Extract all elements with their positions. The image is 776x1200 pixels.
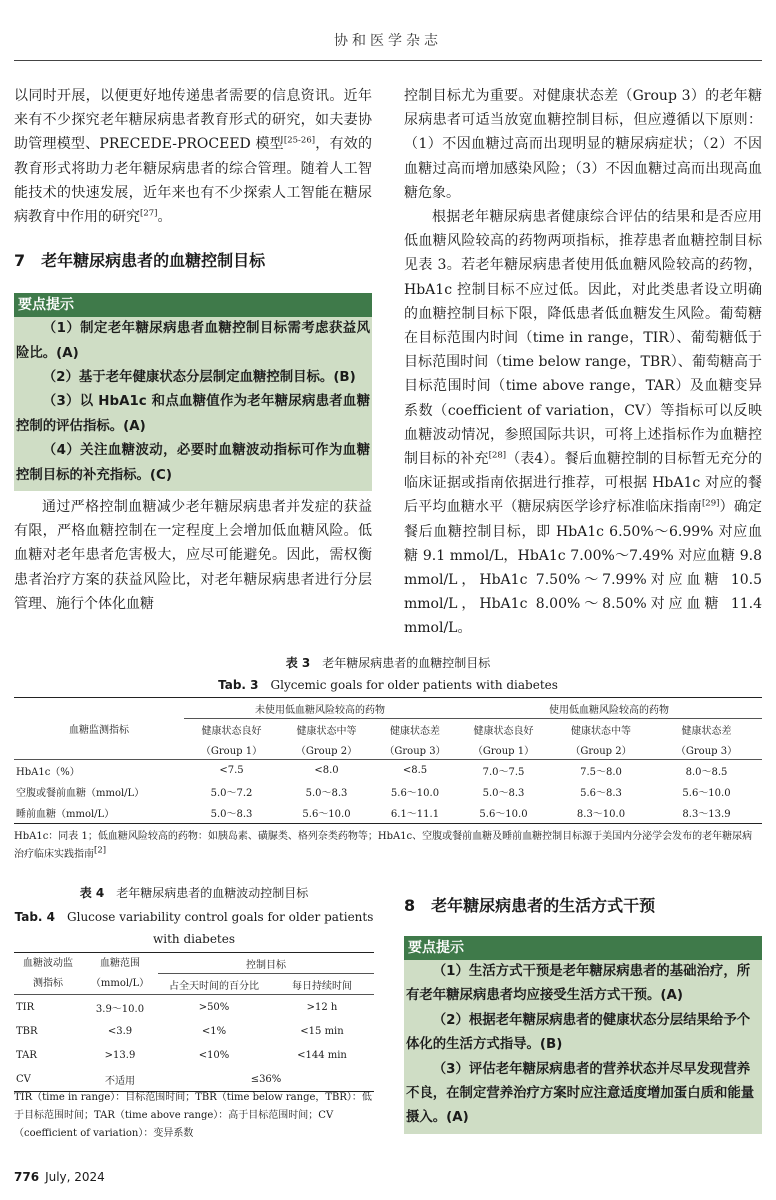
sub-header: （Group 1） <box>456 739 551 760</box>
text-run: 根据老年糖尿病患者健康综合评估的结果和是否应用低血糖风险较高的药物两项指标，推荐患者血糖控制目标见表 3。若老年糖尿病患者使用低血糖风险较高的药物，HbA1c 控制目标不应过低。因此，对此类患者设立明确的血糖控制目标下限，降低患者低血糖发生风险。葡萄糖在目标范围内时间（time in range，TIR）、葡萄糖低于目标范围时间（time below range，TBR）、葡萄糖高于目标范围时间（time above range，TAR）及血糖变异系数（coefficient of variation，CV）等指标可以反映血糖波动情况，参照国际共识，可将上述指标作为血糖控制目标的补充 <box>404 209 762 468</box>
table-cell: >12 h <box>306 1001 338 1013</box>
table-cell: <1% <box>201 1025 227 1037</box>
row-label: HbA1c（%） <box>16 767 80 778</box>
table-title: Glycemic goals for older patients with diabetes <box>270 678 558 692</box>
sub-header: 健康状态良好 <box>201 725 262 737</box>
sub-header: （Group 2） <box>551 739 651 760</box>
citation: [28] <box>488 450 507 461</box>
table-row <box>14 1019 374 1043</box>
sub-header: 健康状态中等 <box>296 725 357 737</box>
table-row <box>14 1043 374 1067</box>
table-cell: 5.0～7.2 <box>210 788 253 799</box>
left-column <box>14 84 372 616</box>
column-header: 血糖波动监测指标 <box>14 953 82 995</box>
sub-header: （Group 3） <box>374 739 456 760</box>
group-header: 使用低血糖风险较高的药物 <box>456 698 762 719</box>
table-4 <box>14 952 374 1092</box>
page-number: 776 <box>14 1170 40 1184</box>
sub-header: 健康状态差 <box>681 725 732 737</box>
table-cell: ≤36% <box>250 1073 282 1085</box>
table-cell: 7.5～8.0 <box>580 767 622 778</box>
citation: [2] <box>94 845 107 856</box>
sub-header: 健康状态中等 <box>571 725 631 737</box>
issue-date: July, 2024 <box>45 1170 105 1184</box>
left-paragraph-1 <box>14 84 372 229</box>
table-cell: <15 min <box>300 1025 344 1037</box>
right-paragraph-2 <box>404 205 762 641</box>
table-title: 老年糖尿病患者的血糖控制目标 <box>322 656 491 670</box>
text-run: 。 <box>157 209 172 226</box>
table-3-caption-en <box>0 676 776 693</box>
table-cell: >13.9 <box>104 1049 136 1061</box>
table-cell: 3.9～10.0 <box>95 1003 145 1015</box>
table-3-note <box>14 828 762 864</box>
text-run: （表4）。餐后血糖控制的目标暂无充分的临床证据或指南依据进行推荐，可根据 HbA1c 对应的餐后平均血糖水平（糖尿病医学诊疗标准临床指南 <box>404 451 763 516</box>
text-run: 以同时开展，以便更好地传递患者需要的信息资讯。近年来有不少探究老年糖尿病患者教育形式的研究，如夫妻协助管理模型、PRECEDE-PROCEED 模型 <box>14 88 372 153</box>
table-cell: 不适用 <box>105 1075 135 1087</box>
row-label: CV <box>16 1073 31 1085</box>
key-point-item: （1）生活方式干预是老年糖尿病患者的基础治疗，所有老年糖尿病患者均应接受生活方式干预。(A) <box>406 964 751 1004</box>
note-text: HbA1c：同表 1；低血糖风险较高的药物：如胰岛素、磺脲类、格列奈类药物等；HbA1c、空腹或餐前血糖及睡前血糖控制目标源于美国内分泌学会发布的老年糖尿病治疗临床实践指南 <box>14 831 753 860</box>
table-cell: 5.6～10.0 <box>479 809 528 820</box>
key-point-item: （3）评估老年糖尿病患者的营养状态并尽早发现营养不良，在制定营养治疗方案时应注意适度增加蛋白质和能量摄入。(A) <box>406 1061 755 1126</box>
sub-header: 每日持续时间 <box>270 974 374 995</box>
row-label: 睡前血糖（mmol/L） <box>16 809 115 820</box>
sub-header: 占全天时间的百分比 <box>158 974 270 995</box>
section-7-heading: 7 老年糖尿病患者的血糖控制目标 <box>14 251 266 271</box>
key-points-box <box>14 293 372 491</box>
table-title: 老年糖尿病患者的血糖波动控制目标 <box>116 886 309 900</box>
row-header: 血糖监测指标 <box>14 698 184 760</box>
table-cell: 8.0～8.5 <box>685 767 728 778</box>
table-row <box>14 1067 374 1092</box>
column-header: 血糖范围（mmol/L） <box>82 953 158 995</box>
section-8 <box>404 896 762 1134</box>
key-point-item: （4）关注血糖波动，必要时血糖波动指标可作为血糖控制目标的补充指标。(C) <box>16 443 370 483</box>
table-number: Tab. 3 <box>218 678 259 692</box>
table-cell: 5.0～8.3 <box>210 809 253 820</box>
table-cell: >50% <box>198 1001 230 1013</box>
sub-header: （Group 3） <box>651 739 762 760</box>
table-cell: 5.0～8.3 <box>305 788 348 799</box>
group-header: 未使用低血糖风险较高的药物 <box>184 698 456 719</box>
table-number: 表 3 <box>285 656 311 670</box>
table-cell: 5.6～10.0 <box>390 788 440 799</box>
table-cell: 7.0～7.5 <box>482 767 525 778</box>
row-label: TAR <box>16 1049 37 1061</box>
page-footer <box>14 1170 105 1184</box>
sub-header: 健康状态差 <box>390 725 440 737</box>
right-column <box>404 84 762 641</box>
table-cell: 6.1～11.1 <box>390 809 440 820</box>
section-8-heading: 8 老年糖尿病患者的生活方式干预 <box>404 896 656 915</box>
table-number: Tab. 4 <box>14 910 56 924</box>
table-4-note: TIR（time in range）：目标范围时间；TBR（time below range，TBR）：低于目标范围时间；TAR（time above range）：高于目标范围时间；CV（coefficient of variation）：变异系数 <box>14 1092 372 1139</box>
table-cell: <144 min <box>297 1049 347 1061</box>
table-row <box>14 995 374 1020</box>
table-title: Glucose variability control goals for older patients with diabetes <box>67 910 374 946</box>
header-rule <box>14 60 762 61</box>
sub-header: 健康状态良好 <box>473 725 534 737</box>
row-label: 空腹或餐前血糖（mmol/L） <box>16 788 145 799</box>
key-point-item: （3）以 HbA1c 和点血糖值作为老年糖尿病患者血糖控制的评估指标。(A) <box>16 394 370 434</box>
citation: [29] <box>701 498 720 509</box>
key-point-item: （2）基于老年健康状态分层制定血糖控制目标。(B) <box>42 370 356 386</box>
table-cell: 5.0～8.3 <box>482 788 525 799</box>
table-row <box>14 760 762 782</box>
right-paragraph-1: 控制目标尤为重要。对健康状态差（Group 3）的老年糖尿病患者可适当放宽血糖控制目标，但应遵循以下原则：（1）不因血糖过高而出现明显的糖尿病症状；（2）不因血糖过高而增加感染风险；（3）不因血糖过高而出现高血糖危象。 <box>404 88 762 201</box>
sub-header: （Group 2） <box>279 739 374 760</box>
table-cell: 5.6～10.0 <box>302 809 351 820</box>
key-points-box <box>404 936 762 1134</box>
citation: [27] <box>140 208 158 219</box>
text-run: ）确定餐后血糖控制目标，即 HbA1c 6.50%～6.99% 对应血糖 9.1 mmol/L，HbA1c 7.00%～7.49% 对应血糖 9.8 mmol/L，HbA1c 7.50%～7.99%对应血糖 10.5 mmol/L，HbA1c 8.00%～8.50%对应血糖 11.4 mmol/L。 <box>404 499 763 637</box>
column-header: 控制目标 <box>158 953 374 974</box>
table-3 <box>14 697 762 824</box>
table-cell: <7.5 <box>219 765 244 776</box>
table-4-caption <box>14 884 374 901</box>
sub-header: （Group 1） <box>184 739 279 760</box>
table-4-caption-en <box>14 906 374 950</box>
table-cell: <8.0 <box>314 765 339 776</box>
left-paragraph-2: 通过严格控制血糖减少老年糖尿病患者并发症的获益有限，严格血糖控制在一定程度上会增加低血糖风险。低血糖对老年患者危害极大，应尽可能避免。因此，需权衡患者治疗方案的获益风险比，对老年糖尿病患者进行分层管理、施行个体化血糖 <box>14 499 372 612</box>
row-label: TIR <box>16 1001 35 1013</box>
table-cell: <8.5 <box>402 765 428 776</box>
row-label: TBR <box>16 1025 38 1037</box>
table-cell: 5.6～10.0 <box>682 788 731 799</box>
key-point-item: （2）根据老年糖尿病患者的健康状态分层结果给予个体化的生活方式指导。(B) <box>406 1012 751 1053</box>
table-cell: 5.6～8.3 <box>580 788 622 799</box>
table-row <box>14 802 762 824</box>
text-run: ，有效的教育形式将助力老年糖尿病患者的综合管理。随着人工智能技术的快速发展，近年来也有不少探索人工智能在糖尿病教育中作用的研究 <box>14 136 372 226</box>
table-cell: <3.9 <box>107 1025 133 1037</box>
journal-header: 协和医学杂志 <box>334 33 442 49</box>
table-number: 表 4 <box>79 886 105 900</box>
citation: [25-26] <box>283 135 316 146</box>
table-cell: 8.3～10.0 <box>576 809 626 820</box>
table-3-caption <box>0 654 776 671</box>
key-point-item: （1）制定老年糖尿病患者血糖控制目标需考虑获益风险比。(A) <box>16 321 370 361</box>
table-cell: <10% <box>198 1049 230 1061</box>
table-cell: 8.3～13.9 <box>682 809 731 820</box>
table-row <box>14 781 762 802</box>
key-points-title: 要点提示 <box>14 293 372 317</box>
key-points-title: 要点提示 <box>404 936 762 960</box>
